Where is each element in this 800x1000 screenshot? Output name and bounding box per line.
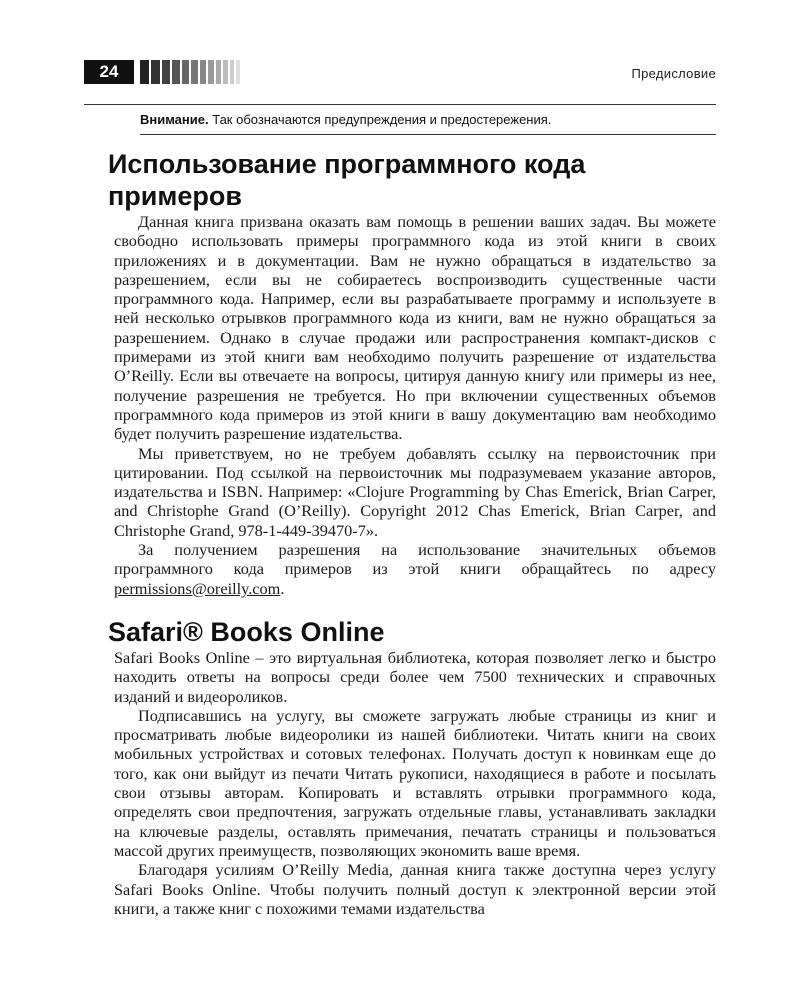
page-header	[84, 60, 716, 86]
paragraph: Данная книга призвана оказать вам помощь в решении ваших задач. Вы можете свободно использовать примеры программного кода из этой книги в своих приложениях и в документации. Вам не нужно обращаться в издательство за разрешением, если вы не собираетесь воспроизводить существенные части программного кода. Например, если вы разрабатываете программу и используете в ней несколько отрывков программного кода из книги, вам не нужно обращаться за разрешением. Однако в случае продажи или распространения компакт-дисков с примерами из этой книги вам необходимо получить разрешение от издательства O’Reilly. Если вы отвечаете на вопросы, цитируя данную книгу или примеры из нее, получение разрешения не требуется. Но при включении существенных объемов программного кода примеров из этой книги в вашу документацию вам необходимо будет получить разрешение издательства.	[114, 212, 716, 444]
running-head: Предисловие	[631, 66, 716, 81]
paragraph	[84, 540, 716, 598]
paragraph: Мы приветствуем, но не требуем добавлять ссылку на первоисточник при цитировании. Под ссылкой на первоисточник мы подразумеваем указание авторов, издательства и ISBN. Например: «Clojure Programming by Chas Emerick, Brian Carper, and Christophe Grand (O’Reilly). Copyright 2012 Chas Emerick, Brian Carper, and Christophe Grand, 978-1-449-39470-7».	[114, 443, 716, 540]
paragraph: Благодаря усилиям O’Reilly Media, данная книга также доступна через услугу Safari Books Online. Чтобы получить полный доступ к электронной версии этой книги, а также книг с похожими темами издательства	[114, 860, 716, 918]
paragraph: Safari Books Online – это виртуальная библиотека, которая позволяет легко и быстро находить ответы на вопросы среди более чем 7500 технических и справочных изданий и видеороликов.	[114, 647, 716, 706]
header-rule	[84, 104, 716, 105]
section-title-safari: Safari® Books Online	[108, 616, 385, 647]
warning-text: Так обозначаются предупреждения и предостережения.	[208, 112, 552, 127]
warning-note	[140, 112, 716, 127]
paragraph-end: .	[280, 578, 285, 598]
header-stripes-decoration	[140, 60, 242, 84]
note-rule	[140, 134, 716, 135]
section-title-code-examples: Использование программного кода примеров	[108, 149, 586, 211]
warning-label: Внимание.	[140, 112, 209, 127]
paragraph-text: За получением разрешения на использование значительных объемов программного кода примеров из этой книги обращайтесь по адресу	[114, 540, 716, 579]
permissions-email-link[interactable]: permissions@oreilly.com	[114, 578, 281, 598]
page-number: 24	[84, 60, 134, 84]
paragraph: Подписавшись на услугу, вы сможете загружать любые страницы из книг и просматривать любые видеоролики из нашей библиотеки. Читать книги на своих мобильных устройствах и сотовых телефонах. Получать доступ к новинкам еще до того, как они выйдут из печати Читать рукописи, находящиеся в работе и посылать свои отзывы авторам. Копировать и вставлять отрывки программного кода, определять свои предпочтения, загружать отдельные главы, устанавливать закладки на ключевые разделы, оставлять примечания, печатать страницы и пользоваться массой других преимуществ, позволяющих экономить ваше время.	[114, 705, 716, 860]
page-content	[84, 148, 716, 918]
